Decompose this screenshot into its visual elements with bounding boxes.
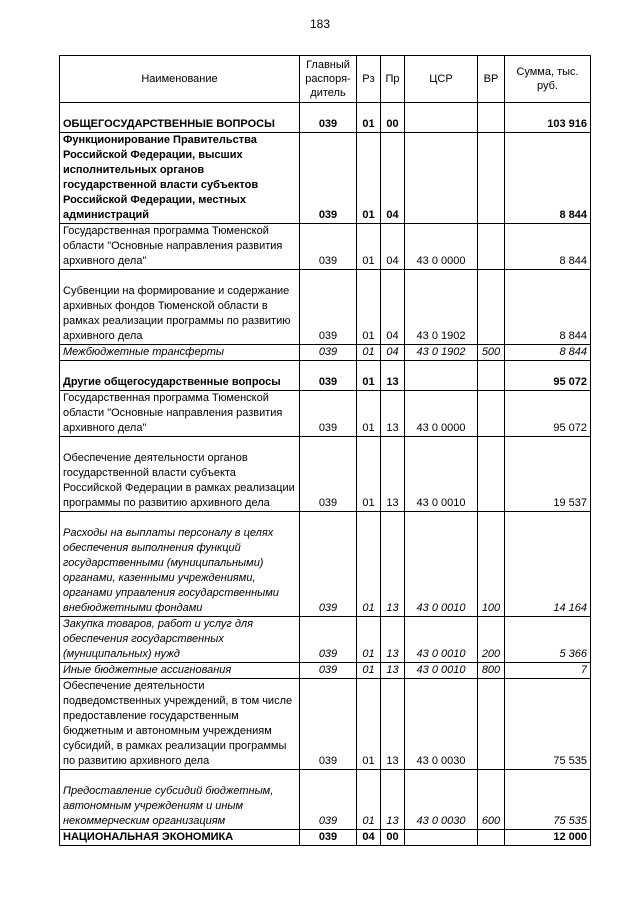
header-pr: Пр bbox=[381, 56, 405, 103]
cell-pr: 13 bbox=[381, 770, 405, 830]
header-name: Наименование bbox=[60, 56, 300, 103]
cell-pr: 13 bbox=[381, 663, 405, 679]
cell-pr: 04 bbox=[381, 345, 405, 361]
cell-admin: 039 bbox=[300, 103, 357, 133]
table-row bbox=[60, 345, 591, 361]
cell-pr: 13 bbox=[381, 391, 405, 437]
table-row bbox=[60, 770, 591, 830]
cell-pr: 04 bbox=[381, 224, 405, 270]
cell-pr: 13 bbox=[381, 437, 405, 512]
cell-vr bbox=[478, 103, 505, 133]
cell-name: Межбюджетные трансферты bbox=[60, 345, 300, 361]
cell-sum: 8 844 bbox=[505, 133, 591, 224]
cell-csr: 43 0 0010 bbox=[405, 663, 478, 679]
cell-csr: 43 0 0010 bbox=[405, 512, 478, 617]
cell-rz: 01 bbox=[357, 361, 381, 391]
budget-table bbox=[59, 55, 591, 846]
cell-csr: 43 0 0030 bbox=[405, 770, 478, 830]
cell-name: Расходы на выплаты персоналу в целях обеспечения выполнения функций государственными (муниципальными) органами, казенными учреждениями, органами управления государственными внебюджетными фондами bbox=[60, 512, 300, 617]
cell-name: Государственная программа Тюменской области "Основные направления развития архивного дела" bbox=[60, 391, 300, 437]
cell-vr bbox=[478, 437, 505, 512]
cell-pr: 04 bbox=[381, 133, 405, 224]
cell-sum: 75 535 bbox=[505, 770, 591, 830]
cell-csr bbox=[405, 133, 478, 224]
cell-name: ОБЩЕГОСУДАРСТВЕННЫЕ ВОПРОСЫ bbox=[60, 103, 300, 133]
cell-admin: 039 bbox=[300, 270, 357, 345]
cell-csr: 43 0 0000 bbox=[405, 391, 478, 437]
table-row bbox=[60, 617, 591, 663]
header-sum: Сумма, тыс. руб. bbox=[505, 56, 591, 103]
cell-pr: 00 bbox=[381, 103, 405, 133]
cell-admin: 039 bbox=[300, 617, 357, 663]
cell-admin: 039 bbox=[300, 512, 357, 617]
cell-sum: 8 844 bbox=[505, 224, 591, 270]
cell-vr bbox=[478, 679, 505, 770]
cell-admin: 039 bbox=[300, 361, 357, 391]
cell-rz: 01 bbox=[357, 512, 381, 617]
cell-pr: 13 bbox=[381, 361, 405, 391]
cell-sum: 12 000 bbox=[505, 830, 591, 846]
cell-vr bbox=[478, 361, 505, 391]
cell-admin: 039 bbox=[300, 133, 357, 224]
cell-vr bbox=[478, 270, 505, 345]
cell-rz: 04 bbox=[357, 830, 381, 846]
cell-name: Другие общегосударственные вопросы bbox=[60, 361, 300, 391]
cell-csr bbox=[405, 830, 478, 846]
cell-rz: 01 bbox=[357, 103, 381, 133]
table-row bbox=[60, 437, 591, 512]
table-row bbox=[60, 224, 591, 270]
cell-rz: 01 bbox=[357, 270, 381, 345]
table-header-row bbox=[60, 56, 591, 103]
cell-vr: 600 bbox=[478, 770, 505, 830]
cell-admin: 039 bbox=[300, 437, 357, 512]
cell-vr: 100 bbox=[478, 512, 505, 617]
cell-vr bbox=[478, 830, 505, 846]
cell-vr: 800 bbox=[478, 663, 505, 679]
cell-rz: 01 bbox=[357, 133, 381, 224]
cell-pr: 13 bbox=[381, 617, 405, 663]
cell-sum: 95 072 bbox=[505, 391, 591, 437]
cell-rz: 01 bbox=[357, 770, 381, 830]
cell-vr: 500 bbox=[478, 345, 505, 361]
table-row bbox=[60, 103, 591, 133]
cell-pr: 04 bbox=[381, 270, 405, 345]
header-vr: ВР bbox=[478, 56, 505, 103]
cell-name: Функционирование Правительства Российской Федерации, высших исполнительных органов государственной власти субъектов Российской Федерации, местных администраций bbox=[60, 133, 300, 224]
cell-name: Обеспечение деятельности подведомственных учреждений, в том числе предоставление государственным бюджетным и автономным учреждениям субсидий, в рамках реализации программы по развитию архивного дела bbox=[60, 679, 300, 770]
cell-csr: 43 0 0030 bbox=[405, 679, 478, 770]
cell-csr: 43 0 0010 bbox=[405, 437, 478, 512]
cell-admin: 039 bbox=[300, 391, 357, 437]
cell-name: Субвенции на формирование и содержание архивных фондов Тюменской области в рамках реализации программы по развитию архивного дела bbox=[60, 270, 300, 345]
cell-pr: 00 bbox=[381, 830, 405, 846]
header-rz: Рз bbox=[357, 56, 381, 103]
cell-sum: 19 537 bbox=[505, 437, 591, 512]
cell-vr bbox=[478, 224, 505, 270]
table-row bbox=[60, 391, 591, 437]
cell-rz: 01 bbox=[357, 437, 381, 512]
table-row bbox=[60, 512, 591, 617]
cell-rz: 01 bbox=[357, 345, 381, 361]
cell-name: Государственная программа Тюменской области "Основные направления развития архивного дела" bbox=[60, 224, 300, 270]
cell-csr: 43 0 1902 bbox=[405, 270, 478, 345]
cell-sum: 75 535 bbox=[505, 679, 591, 770]
cell-admin: 039 bbox=[300, 224, 357, 270]
table-row bbox=[60, 679, 591, 770]
cell-csr bbox=[405, 103, 478, 133]
cell-sum: 8 844 bbox=[505, 345, 591, 361]
cell-admin: 039 bbox=[300, 663, 357, 679]
cell-sum: 95 072 bbox=[505, 361, 591, 391]
cell-vr bbox=[478, 391, 505, 437]
cell-sum: 8 844 bbox=[505, 270, 591, 345]
cell-name: Иные бюджетные ассигнования bbox=[60, 663, 300, 679]
cell-name: Обеспечение деятельности органов государственной власти субъекта Российской Федерации в рамках реализации программы по развитию архивного дела bbox=[60, 437, 300, 512]
cell-rz: 01 bbox=[357, 224, 381, 270]
page-number: 183 bbox=[309, 17, 331, 31]
cell-rz: 01 bbox=[357, 391, 381, 437]
cell-admin: 039 bbox=[300, 679, 357, 770]
cell-rz: 01 bbox=[357, 617, 381, 663]
cell-admin: 039 bbox=[300, 345, 357, 361]
cell-vr: 200 bbox=[478, 617, 505, 663]
cell-rz: 01 bbox=[357, 663, 381, 679]
cell-name: Предоставление субсидий бюджетным, автономным учреждениям и иным некоммерческим организациям bbox=[60, 770, 300, 830]
table-row bbox=[60, 663, 591, 679]
cell-sum: 14 164 bbox=[505, 512, 591, 617]
cell-csr: 43 0 1902 bbox=[405, 345, 478, 361]
cell-sum: 5 366 bbox=[505, 617, 591, 663]
table-row bbox=[60, 270, 591, 345]
cell-sum: 7 bbox=[505, 663, 591, 679]
table-row bbox=[60, 361, 591, 391]
cell-pr: 13 bbox=[381, 512, 405, 617]
table-row bbox=[60, 830, 591, 846]
cell-vr bbox=[478, 133, 505, 224]
table-row bbox=[60, 133, 591, 224]
cell-csr: 43 0 0000 bbox=[405, 224, 478, 270]
cell-name: НАЦИОНАЛЬНАЯ ЭКОНОМИКА bbox=[60, 830, 300, 846]
cell-sum: 103 916 bbox=[505, 103, 591, 133]
cell-csr: 43 0 0010 bbox=[405, 617, 478, 663]
cell-admin: 039 bbox=[300, 770, 357, 830]
cell-name: Закупка товаров, работ и услуг для обеспечения государственных (муниципальных) нужд bbox=[60, 617, 300, 663]
cell-admin: 039 bbox=[300, 830, 357, 846]
cell-csr bbox=[405, 361, 478, 391]
header-csr: ЦСР bbox=[405, 56, 478, 103]
header-admin: Главный распоря-дитель bbox=[300, 56, 357, 103]
cell-rz: 01 bbox=[357, 679, 381, 770]
cell-pr: 13 bbox=[381, 679, 405, 770]
